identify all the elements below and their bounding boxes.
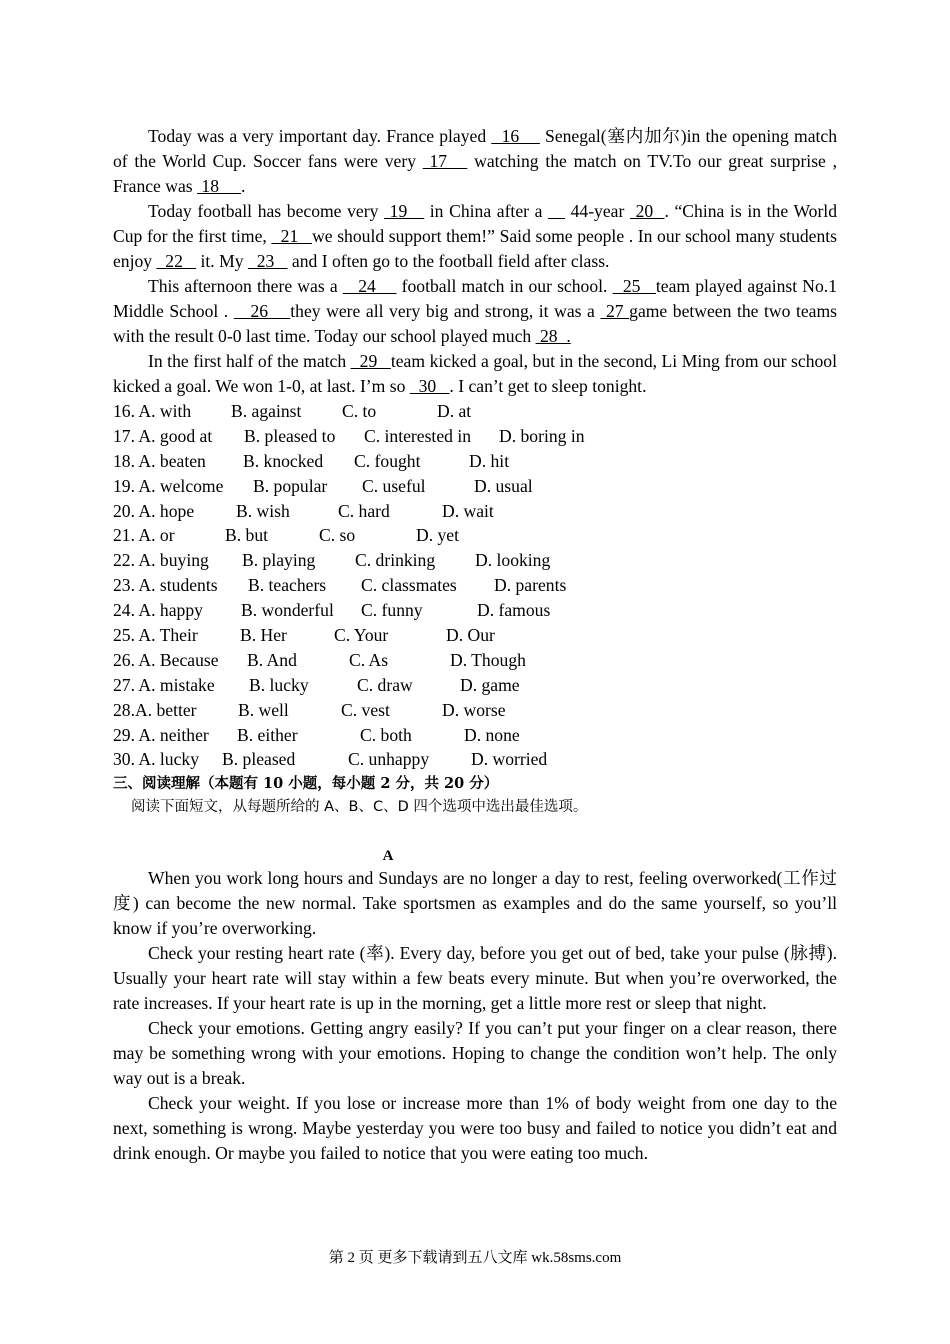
blank-21: 21 [271, 226, 313, 246]
option-a: 28.A. better [113, 699, 197, 720]
passage-paragraph: Check your resting heart rate (率). Every day, before you get out of bed, take your pulse (脉搏). Usually your heart rate will stay within a few beats every minute. But when you’re overworked, the rate increases. If your heart rate is up in the morning, get a little more rest or sleep that night. [113, 943, 837, 1014]
question-row [113, 573, 837, 598]
text: Today was a very important day. France played [148, 126, 492, 146]
blank-24: 24 [342, 276, 397, 296]
blank-empty [548, 201, 565, 221]
option-a: 26. A. Because [113, 649, 219, 670]
blank-30: 30 [409, 376, 450, 396]
option-b: B. either [237, 724, 298, 745]
option-a: 16. A. with [113, 401, 192, 421]
option-d: D. boring in [499, 425, 585, 446]
option-a: 27. A. mistake [113, 674, 215, 695]
blank-26: 26 [233, 301, 291, 321]
text: In the first half of the match [148, 351, 351, 371]
question-row [113, 523, 837, 548]
option-c: C. Your [334, 625, 389, 646]
text: 44-year [564, 201, 630, 221]
question-row [113, 747, 837, 772]
option-b: B. knocked [243, 450, 324, 471]
blank-23: 23 [247, 251, 288, 271]
option-a: 30. A. lucky [113, 749, 200, 770]
blank-16: 16 [491, 126, 540, 146]
option-d: D. famous [477, 600, 551, 621]
section-title: 三、阅读理解（本题有 10 小题，每小题 2 分，共 20 分） [113, 775, 499, 793]
blank-27: 27 [600, 301, 630, 321]
option-a: 23. A. students [113, 575, 218, 596]
text: . “China is in the World Cup for the first time, [113, 201, 837, 246]
text: This afternoon there was a [148, 276, 343, 296]
text: . I can’t get to sleep tonight. [449, 376, 647, 396]
option-d: D. at [437, 401, 472, 421]
option-c: C. draw [357, 674, 413, 695]
option-b: B. teachers [248, 575, 327, 596]
passage-paragraph: Check your weight. If you lose or increase more than 1% of body weight from one day to the next, something is wrong. Maybe yesterday you were too busy and failed to notice you didn’t eat and drink enough. Or maybe you failed to notice that you were eating too much. [113, 1093, 837, 1164]
question-row [113, 499, 837, 524]
question-row [113, 449, 837, 474]
blank-28: 28 . [535, 326, 571, 346]
cloze-paragraph-3 [113, 274, 837, 349]
question-row [113, 623, 837, 648]
text: Senegal(塞内加尔)in the opening match of the World Cup. Soccer fans were very [113, 126, 837, 171]
option-b: B. And [247, 649, 297, 670]
option-a: 17. A. good at [113, 425, 213, 446]
passage-paragraph: Check your emotions. Getting angry easily? If you can’t put your finger on a clear reason, there may be something wrong with your emotions. Hoping to change the condition won’t help. The only way out is a break. [113, 1018, 837, 1089]
option-d: D. worse [442, 699, 506, 720]
question-row [113, 698, 837, 723]
option-d: D. worried [471, 749, 548, 770]
option-c: C. interested in [364, 425, 472, 446]
option-d: D. yet [416, 525, 459, 546]
option-d: D. looking [475, 550, 551, 571]
blank-25: 25 [612, 276, 656, 296]
option-c: C. vest [341, 699, 390, 720]
cloze-paragraph-2 [113, 199, 837, 274]
question-row [113, 424, 837, 449]
option-b: B. pleased to [244, 425, 336, 446]
option-c: C. fought [354, 450, 421, 471]
option-b: B. playing [242, 550, 316, 571]
option-b: B. wish [236, 500, 290, 521]
option-d: D. usual [474, 475, 533, 496]
question-row [113, 474, 837, 499]
option-c: C. so [319, 525, 356, 546]
option-b: B. popular [253, 475, 328, 496]
option-c: C. drinking [355, 550, 436, 571]
option-a: 20. A. hope [113, 500, 195, 521]
option-d: D. none [464, 724, 520, 745]
blank-22: 22 [156, 251, 197, 271]
text: team kicked a goal, but in the second, Li Ming from our school kicked a goal. We won 1-0, at last. I’m so [113, 351, 837, 396]
option-a: 25. A. Their [113, 625, 198, 646]
option-d: D. parents [494, 575, 567, 596]
question-row [113, 648, 837, 673]
option-a: 29. A. neither [113, 724, 209, 745]
option-b: B. against [231, 401, 302, 421]
option-c: C. useful [362, 475, 426, 496]
option-c: C. funny [361, 600, 423, 621]
blank-29: 29 [350, 351, 391, 371]
cloze-paragraph-1 [113, 124, 837, 199]
question-row [113, 548, 837, 573]
page-footer: 第 2 页 更多下载请到五八文库 wk.58sms.com [328, 1250, 622, 1266]
option-d: D. wait [442, 500, 494, 521]
question-row [113, 723, 837, 748]
option-a: 21. A. or [113, 525, 175, 546]
option-c: C. hard [338, 500, 390, 521]
text: team played against No.1 Middle School . [113, 276, 837, 321]
option-b: B. well [238, 699, 289, 720]
text: and I often go to the football field after class. [287, 251, 610, 271]
option-b: B. wonderful [241, 600, 334, 621]
passage-paragraph: When you work long hours and Sundays are no longer a day to rest, feeling overworked(工作过度) can become the new normal. Take sportsmen as examples and do the same yourself, so you’ll know if you’re overworking. [113, 868, 837, 939]
text: watching the match on TV.To our great surprise , France was [113, 151, 837, 196]
option-b: B. lucky [249, 674, 309, 695]
text: it. My [196, 251, 248, 271]
text: they were all very big and strong, it was a [290, 301, 601, 321]
text: football match in our school. [396, 276, 613, 296]
question-row [113, 598, 837, 623]
option-d: D. game [460, 674, 520, 695]
option-b: B. pleased [222, 749, 296, 770]
blank-19: 19 [384, 201, 425, 221]
question-row [113, 673, 837, 698]
question-row [113, 399, 837, 424]
option-a: 22. A. buying [113, 550, 209, 571]
question-options-list [113, 399, 837, 772]
option-a: 19. A. welcome [113, 475, 224, 496]
option-c: C. unhappy [348, 749, 430, 770]
option-c: C. As [349, 649, 389, 670]
blank-18: 18 [197, 176, 242, 196]
blank-20: 20 [629, 201, 665, 221]
text: game between the two teams with the result 0-0 last time. Today our school played much [113, 301, 838, 346]
option-b: B. but [225, 525, 269, 546]
text: in China after a [424, 201, 549, 221]
option-d: D. Our [446, 625, 495, 646]
option-c: C. classmates [361, 575, 457, 596]
option-d: D. Though [450, 649, 526, 670]
text: . [241, 176, 246, 196]
text: we should support them!” Said some people . In our school many students enjoy [113, 226, 838, 271]
passage-title: A [382, 848, 394, 865]
text: Today football has become very [148, 201, 385, 221]
exam-page [113, 124, 837, 1166]
option-d: D. hit [469, 450, 510, 471]
cloze-paragraph-4 [113, 349, 837, 399]
option-c: C. both [360, 724, 412, 745]
blank-17: 17 [422, 151, 468, 171]
option-a: 24. A. happy [113, 600, 203, 621]
option-b: B. Her [240, 625, 287, 646]
option-a: 18. A. beaten [113, 450, 206, 471]
option-c: C. to [342, 401, 377, 421]
section-instruction: 阅读下面短文，从每题所给的 A、B、C、D 四个选项中选出最佳选项。 [131, 799, 588, 816]
